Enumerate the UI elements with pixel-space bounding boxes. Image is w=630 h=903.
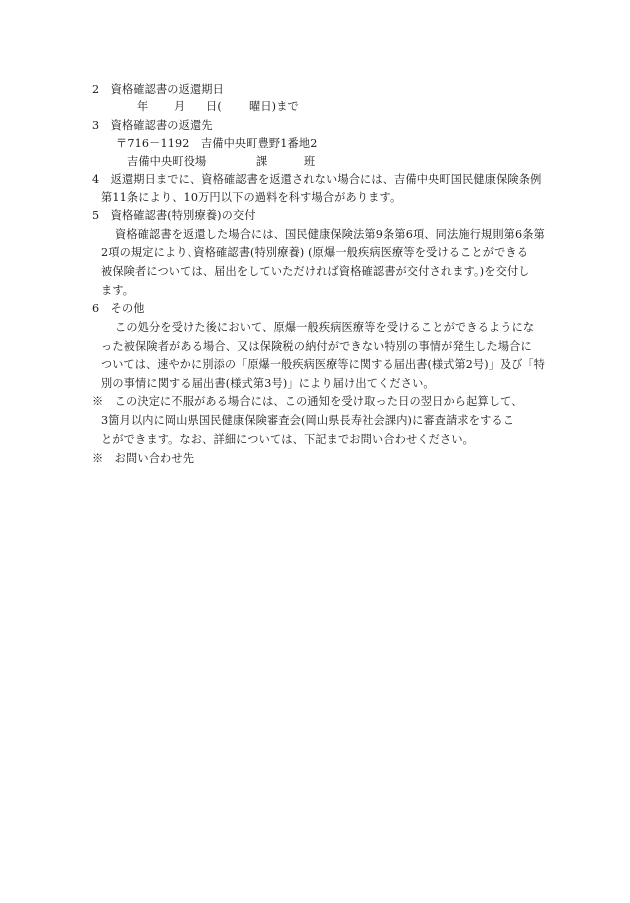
penalty-paragraph-line: 第11条により、10万円以下の過料を科す場合があります。 xyxy=(101,191,402,204)
return-destination-heading: 3 資格確認書の返還先 xyxy=(92,119,213,132)
return-address: 〒716－1192 吉備中央町豊野1番地2 xyxy=(116,137,318,150)
return-deadline-day: 日( xyxy=(206,100,222,113)
other-paragraph-line: 別の事情に関する届出書(様式第3号)」により届け出てください。 xyxy=(101,377,435,390)
appeal-note-line: ※ この決定に不服がある場合には、この通知を受け取った日の翌日から起算して、 xyxy=(92,395,523,408)
appeal-note-line: 3箇月以内に岡山県国民健康保険審査会(岡山県長寿社会課内)に審査請求をするこ xyxy=(101,414,515,427)
return-deadline-weekday: 曜日)まで xyxy=(249,100,299,113)
other-paragraph-line: この処分を受けた後において、原爆一般疾病医療等を受けることができるようにな xyxy=(115,321,535,334)
return-team: 班 xyxy=(304,155,316,168)
special-care-paragraph-line: 被保険者については、届出をしていただければ資格確認書が交付されます。)を交付し xyxy=(101,265,530,278)
return-deadline-year: 年 xyxy=(137,100,149,113)
other-paragraph-line: ついては、速やかに別添の「原爆一般疾病医療等に関する届出書(様式第2号)」及び「特 xyxy=(101,358,545,371)
penalty-paragraph-line: 4 返還期日までに、資格確認書を返還されない場合には、吉備中央町国民健康保険条例 xyxy=(92,173,542,186)
other-heading: 6 その他 xyxy=(92,302,145,315)
special-care-paragraph-line: 資格確認書を返還した場合には、国民健康保険法第9条第6項、同法施行規則第6条第 xyxy=(115,228,545,241)
other-paragraph-line: った被保険者がある場合、又は保険税の納付ができない特別の事情が発生した場合に xyxy=(101,340,532,353)
special-care-paragraph-line: ます。 xyxy=(101,284,135,297)
contact-note-heading: ※ お問い合わせ先 xyxy=(92,452,195,465)
return-division: 課 xyxy=(256,155,268,168)
return-deadline-heading: 2 資格確認書の返還期日 xyxy=(92,83,224,96)
special-care-heading: 5 資格確認書(特別療養)の交付 xyxy=(92,209,256,222)
special-care-paragraph-line: 2項の規定により､資格確認書(特別療養) (原爆一般疾病医療等を受けることができる xyxy=(101,246,529,259)
return-deadline-month: 月 xyxy=(174,100,186,113)
appeal-note-line: とができます。なお、詳細については、下記までお問い合わせください。 xyxy=(101,433,475,446)
return-office: 吉備中央町役場 xyxy=(127,155,207,168)
